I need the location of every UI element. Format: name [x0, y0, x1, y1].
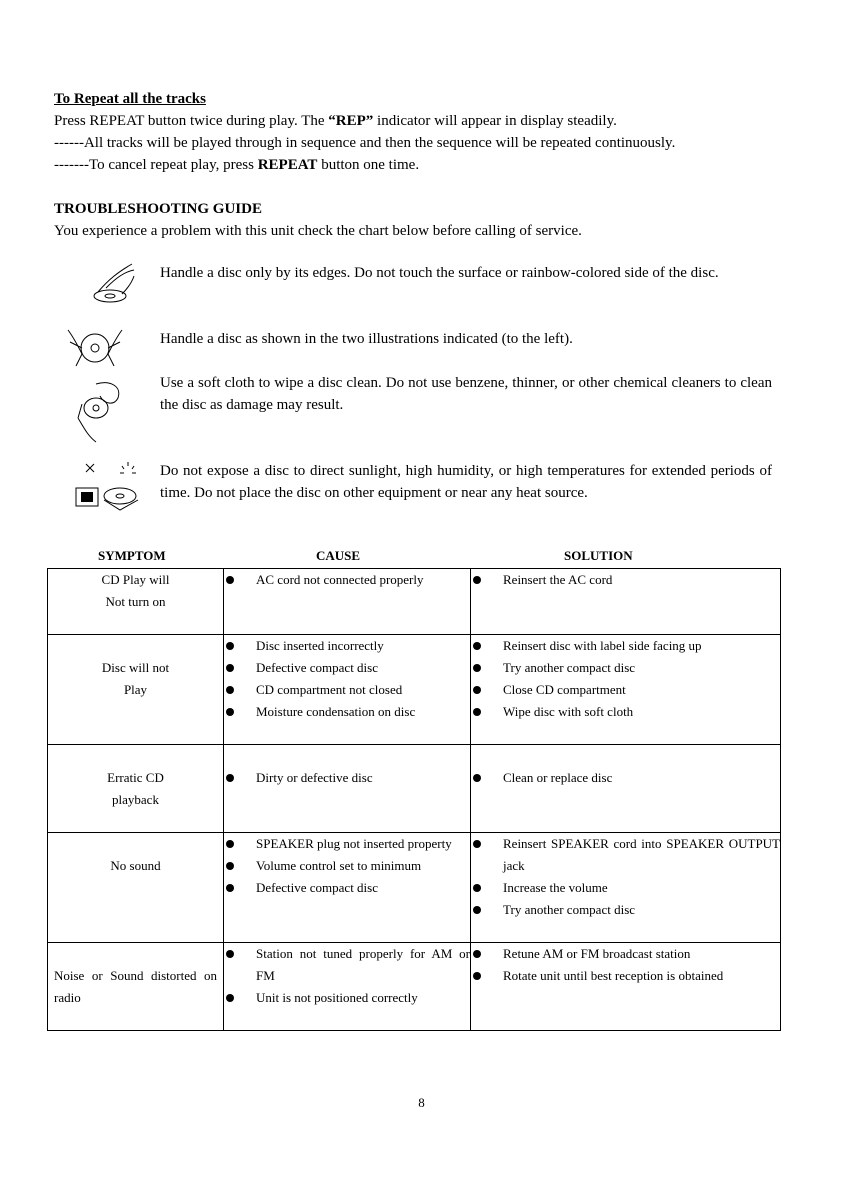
disc-edge-hand-icon	[88, 258, 138, 304]
symptom-cell	[48, 943, 224, 1031]
cause-item: AC cord not connected properly	[224, 569, 470, 591]
troubleshooting-intro: You experience a problem with this unit check the chart below before calling of service.	[54, 223, 582, 239]
cause-item: Dirty or defective disc	[224, 767, 470, 789]
table-row	[48, 569, 781, 635]
cloth-wipe-disc-icon	[74, 378, 126, 444]
cause-item: Volume control set to minimum	[224, 855, 470, 877]
cause-item: Station not tuned properly for AM or FM	[224, 943, 470, 987]
solution-item: Reinsert disc with label side facing up	[471, 635, 780, 657]
symptom-text: No sound	[110, 858, 161, 873]
care-text-4: Do not expose a disc to direct sunlight, high humidity, or high temperatures for extended periods of time. Do not place the disc on other equipment or near any heat source.	[160, 463, 772, 501]
header-solution: SOLUTION	[564, 548, 633, 563]
symptom-cell	[48, 569, 224, 635]
cause-item: Defective compact disc	[224, 657, 470, 679]
table-row	[48, 745, 781, 833]
repeat-instruction-3: -------To cancel repeat play, press REPEAT button one time.	[54, 157, 420, 173]
solution-item: Rotate unit until best reception is obtained	[471, 965, 780, 987]
cause-cell	[224, 833, 471, 943]
solution-cell	[471, 569, 781, 635]
solution-cell	[471, 943, 781, 1031]
solution-cell	[471, 833, 781, 943]
heat-sun-warning-icon	[70, 460, 142, 516]
page-number: 8	[418, 1095, 425, 1110]
solution-cell	[471, 635, 781, 745]
cause-item: SPEAKER plug not inserted property	[224, 833, 470, 855]
symptom-text: CD Play will	[101, 572, 170, 587]
solution-cell	[471, 745, 781, 833]
symptom-text: Disc will not	[101, 660, 170, 675]
symptom-text: Erratic CD	[107, 770, 164, 785]
solution-item: Increase the volume	[471, 877, 780, 899]
solution-item: Reinsert SPEAKER cord into SPEAKER OUTPUT jack	[471, 833, 780, 877]
cause-item: Disc inserted incorrectly	[224, 635, 470, 657]
header-symptom: SYMPTOM	[98, 548, 166, 563]
symptom-cell	[48, 745, 224, 833]
table-row	[48, 635, 781, 745]
symptom-text: Play	[123, 682, 148, 697]
symptom-cell	[48, 635, 224, 745]
care-text-2: Handle a disc as shown in the two illustrations indicated (to the left).	[160, 331, 573, 347]
header-cause: CAUSE	[316, 548, 361, 563]
cause-cell	[224, 745, 471, 833]
cause-item: CD compartment not closed	[224, 679, 470, 701]
repeat-instruction-2: ------All tracks will be played through in sequence and then the sequence will be repeated continuously.	[54, 135, 676, 151]
symptom-text: Noise or Sound distorted on radio	[54, 968, 217, 1005]
symptom-text: Not turn on	[105, 594, 166, 609]
solution-item: Retune AM or FM broadcast station	[471, 943, 780, 965]
table-row	[48, 833, 781, 943]
symptom-text: playback	[112, 792, 159, 807]
troubleshooting-table	[47, 568, 781, 1031]
repeat-heading: To Repeat all the tracks	[54, 91, 206, 107]
cause-cell	[224, 943, 471, 1031]
solution-item: Wipe disc with soft cloth	[471, 701, 780, 723]
solution-item: Try another compact disc	[471, 657, 780, 679]
solution-item: Reinsert the AC cord	[471, 569, 780, 591]
two-hands-disc-icon	[66, 324, 124, 368]
cause-cell	[224, 635, 471, 745]
cause-item: Moisture condensation on disc	[224, 701, 470, 723]
care-text-1: Handle a disc only by its edges. Do not touch the surface or rainbow-colored side of the disc.	[160, 265, 719, 281]
cause-item: Unit is not positioned correctly	[224, 987, 470, 1009]
cause-cell	[224, 569, 471, 635]
table-row	[48, 943, 781, 1031]
symptom-cell	[48, 833, 224, 943]
solution-item: Close CD compartment	[471, 679, 780, 701]
troubleshooting-heading: TROUBLESHOOTING GUIDE	[54, 201, 262, 217]
cause-item: Defective compact disc	[224, 877, 470, 899]
solution-item: Clean or replace disc	[471, 767, 780, 789]
care-text-3: Use a soft cloth to wipe a disc clean. Do not use benzene, thinner, or other chemical cleaners to clean the disc as damage may result.	[160, 375, 772, 413]
solution-item: Try another compact disc	[471, 899, 780, 921]
repeat-instruction-1: Press REPEAT button twice during play. The “REP” indicator will appear in display steadily.	[54, 113, 617, 129]
